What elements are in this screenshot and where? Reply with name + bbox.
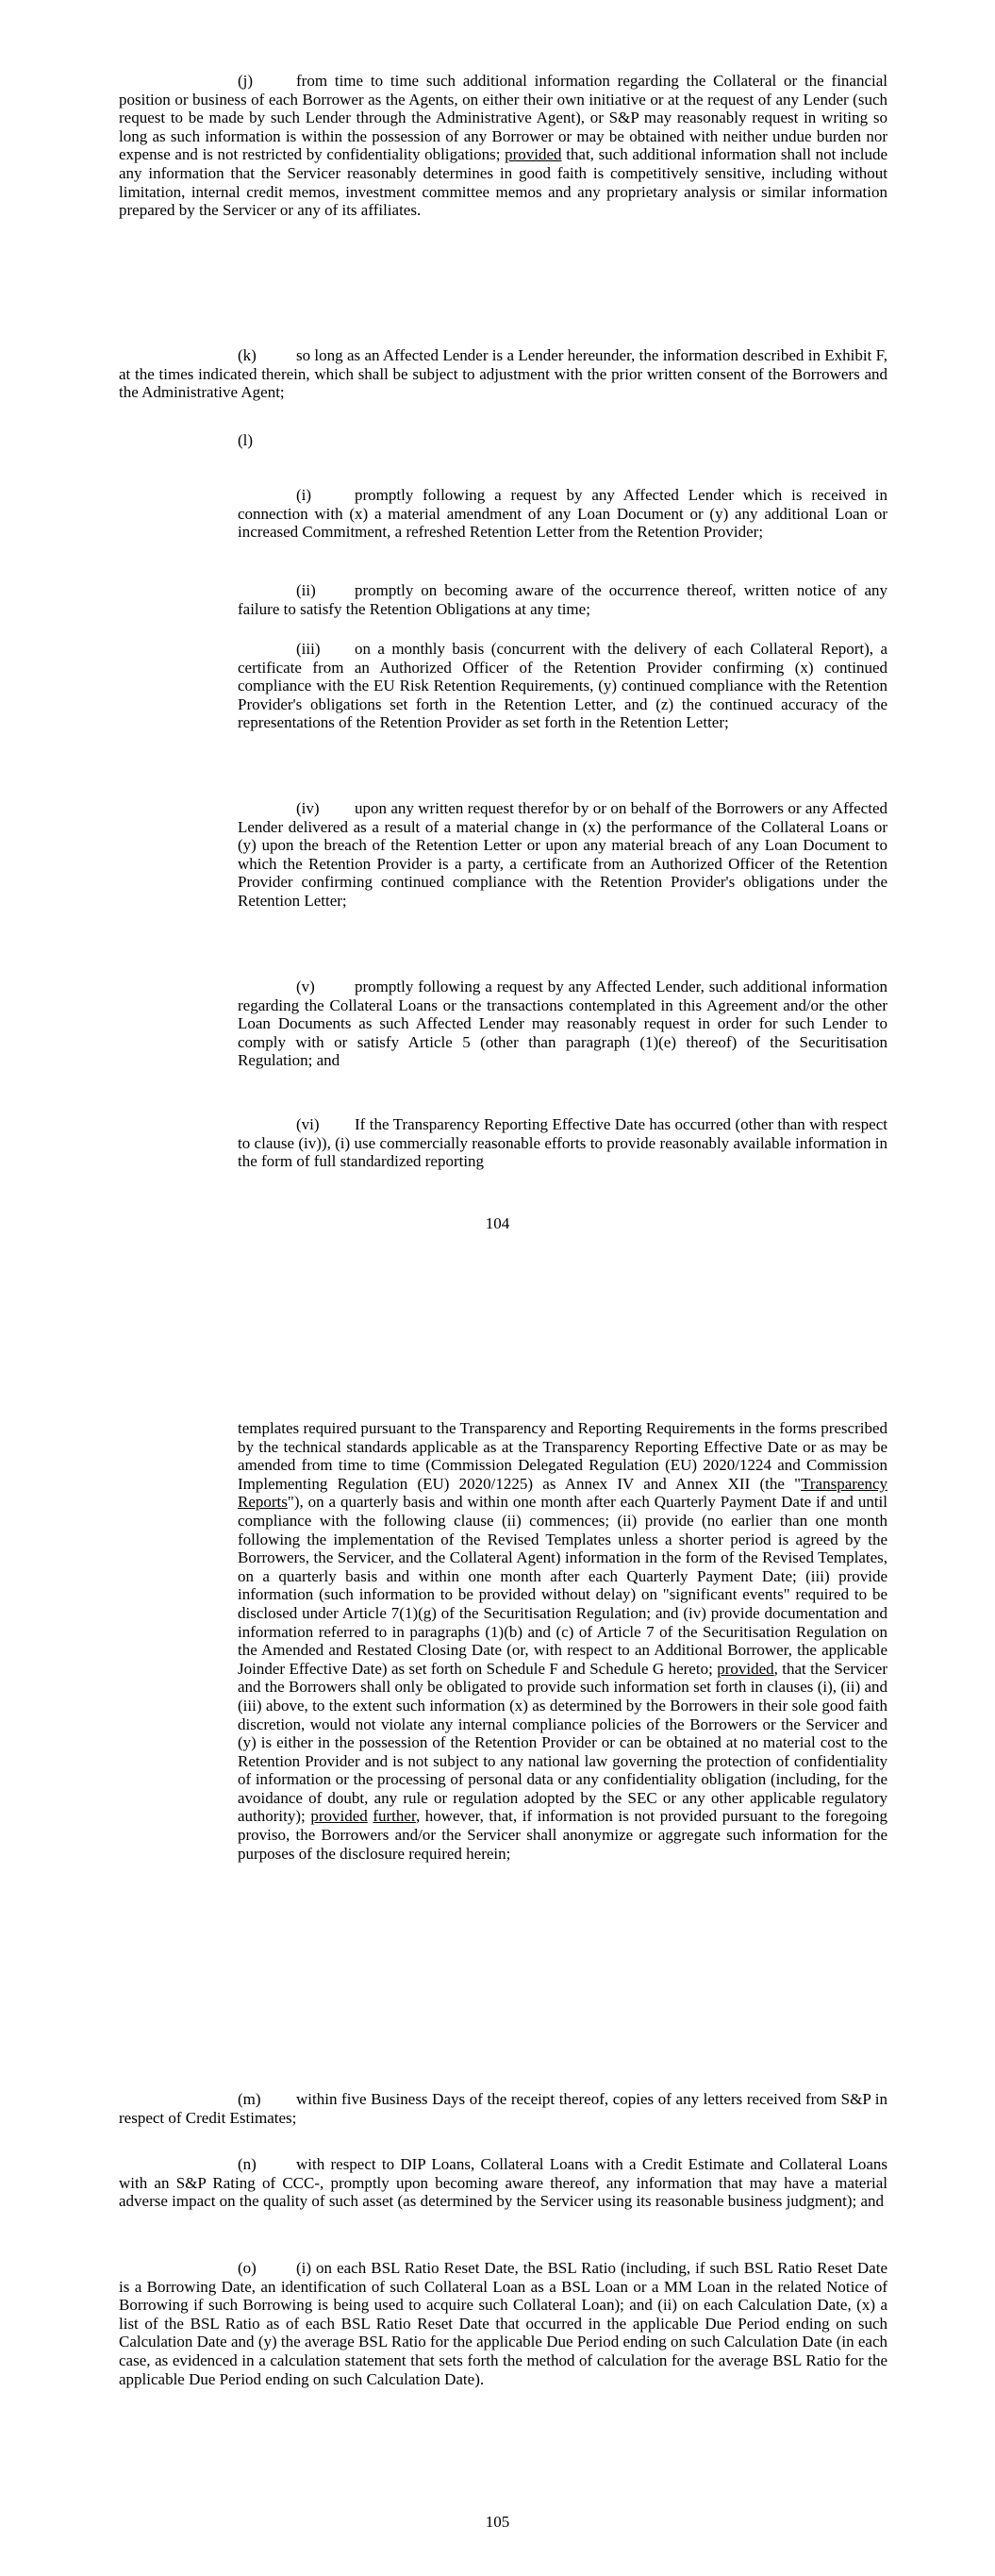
clause-l-ii-label: (ii) (296, 581, 316, 599)
clause-l-iv (238, 799, 887, 911)
clause-j-label: (j) (238, 72, 254, 90)
clause-l-iv-text: upon any written request therefor by or on behalf of the Borrowers or any Affected Lender delivered as a result of a material change in (x) the performance of the Collateral Loans or (y) upon the breach of the Retention Letter or upon any material breach of any Loan Document to which the Retention Provider is a party, a certificate from an Authorized Officer of the Retention Provider confirming continued compliance with the Retention Provider's obligations under the Retention Letter; (238, 799, 887, 910)
clause-l-iii-text: on a monthly basis (concurrent with the delivery of each Collateral Report), a certificate from an Authorized Officer of the Retention Provider confirming (x) continued compliance with the EU Risk Retention Requirements, (y) continued compliance with the Retention Provider's obligations set forth in the Retention Letter, and (z) the continued accuracy of the representations of the Retention Provider as set forth in the Retention Letter; (238, 640, 887, 732)
clause-l-v (238, 978, 887, 1070)
clause-l-ii-text: promptly on becoming aware of the occurrence thereof, written notice of any failure to satisfy the Retention Obligations at any time; (238, 581, 887, 618)
clause-o-label: (o) (238, 2259, 257, 2277)
clause-o-text: (i) on each BSL Ratio Reset Date, the BSL Ratio (including, if such BSL Ratio Reset Date is a Borrowing Date, an identification of such Collateral Loan as a BSL Loan or a MM Loan in the related Notice of Borrowing if such Borrowing is being used to acquire such Collateral Loan); and (ii) on each Calculation Date, (x) a list of the BSL Ratio as of each BSL Ratio Reset Date that occurred in the applicable Due Period ending on such Calculation Date and (y) the average BSL Ratio for the applicable Due Period ending on such Calculation Date (in each case, as evidenced in a calculation statement that sets forth the method of calculation for the average BSL Ratio for the applicable Due Period ending on such Calculation Date). (119, 2259, 887, 2388)
clause-l-vi-continued (238, 1419, 887, 1863)
clause-n-text: with respect to DIP Loans, Collateral Loans with a Credit Estimate and Collateral Loans with an S&P Rating of CCC-, promptly upon becoming aware thereof, any information that may have a material adverse impact on the quality of such asset (as determined by the Servicer using its reasonable business judgment); and (119, 2155, 887, 2211)
transparency-reports-term: Transparency Reports (238, 1474, 887, 1512)
clause-j-text: from time to time such additional information regarding the Collateral or the financial position or business of each Borrower as the Agents, on either their own initiative or at the request of any Lender (such request to be made by such Lender through the Administrative Agent), or S&P may reasonably request in writing so long as such information is within the possession of any Borrower or may be obtained with neither undue burden nor expense and is not restricted by confidentiality obligations; (119, 72, 887, 164)
clause-m (119, 2090, 887, 2127)
clause-k-text: so long as an Affected Lender is a Lender hereunder, the information described in Exhibit F, at the times indicated therein, which shall be subject to adjustment with the prior written consent of the Borrowers and the Administrative Agent; (119, 346, 887, 402)
clause-l-i (238, 486, 887, 542)
clause-cont-text-1: templates required pursuant to the Transparency and Reporting Requirements in the forms prescribed by the technical standards applicable as at the Transparency Reporting Effective Date or as may be amended from time to time (Commission Delegated Regulation (EU) 2020/1224 and Commission Implementing Regulation (EU) 2020/1225) as Annex IV and Annex XII (the " (238, 1419, 887, 1493)
clause-cont-provided: provided (717, 1659, 774, 1678)
clause-k-label: (k) (238, 346, 257, 364)
clause-l-vi-text: If the Transparency Reporting Effective Date has occurred (other than with respect to clause (iv)), (i) use commercially reasonable efforts to provide reasonably available information in the form of full standardized reporting (238, 1115, 887, 1171)
clause-n (119, 2155, 887, 2211)
clause-n-label: (n) (238, 2155, 257, 2173)
clause-l-v-label: (v) (296, 978, 315, 995)
clause-l-iv-label: (iv) (296, 799, 320, 817)
clause-l-iii-label: (iii) (296, 640, 321, 658)
clause-m-label: (m) (238, 2090, 261, 2108)
clause-cont-text-3: , that the Servicer and the Borrowers shall only be obligated to provide such information set forth in clauses (i), (ii) and (iii) above, to the extent such information (x) as determined by the Borrowers in their sole good faith discretion, would not violate any internal compliance policies of the Borrowers or the Servicer and (y) is either in the possession of the Retention Provider or can be obtained at no material cost to the Retention Provider and is not subject to any national law governing the protection of confidentiality of information or the processing of personal data or any confidentiality obligation (including, for the avoidance of doubt, any rule or regulation adopted by the SEC or any other applicable regulatory authority); (238, 1659, 887, 1826)
clause-l-iii (238, 640, 887, 732)
clause-l-v-text: promptly following a request by any Affected Lender, such additional information regarding the Collateral Loans or the transactions contemplated in this Agreement and/or the other Loan Documents as such Affected Lender may reasonably request in order for such Lender to comply with or satisfy Article 5 (other than paragraph (1)(e) thereof) of the Securitisation Regulation; and (238, 978, 887, 1070)
clause-l-vi-label: (vi) (296, 1115, 320, 1133)
clause-k (119, 346, 887, 402)
clause-l-label: (l) (238, 431, 254, 449)
clause-l (119, 431, 887, 450)
clause-j-text-2: that, such additional information shall not include any information that the Servicer reasonably determines in good faith is competitively sensitive, including without limitation, internal credit memos, investment committee memos and any proprietary analysis or similar information prepared by the Servicer or any of its affiliates. (119, 145, 888, 220)
clause-l-i-label: (i) (296, 486, 312, 504)
clause-l-vi (238, 1115, 887, 1171)
clause-j (119, 72, 887, 220)
clause-cont-provided-2: provided (310, 1807, 368, 1826)
clause-cont-further: further (373, 1807, 416, 1826)
clause-l-i-text: promptly following a request by any Affected Lender which is received in connection with (x) a material amendment of any Loan Document or (y) any additional Loan or increased Commitment, a refreshed Retention Letter from the Retention Provider; (238, 486, 887, 542)
clause-l-ii (238, 581, 887, 618)
clause-cont-text-4: , however, that, if information is not provided pursuant to the foregoing proviso, the Borrowers and/or the Servicer shall anonymize or aggregate such information for the purposes of the disclosure required herein; (238, 1807, 888, 1863)
page-number: 105 (485, 2513, 510, 2531)
page-number: 104 (485, 1214, 510, 1232)
clause-cont-text-2: "), on a quarterly basis and within one month after each Quarterly Payment Date if and until compliance with the following clause (ii) commences; (ii) provide (no earlier than one month following the implementation of the Revised Templates unless a shorter period is agreed by the Borrowers, the Servicer, and the Collateral Agent) information in the form of the Revised Templates, on a quarterly basis and within one month after each Quarterly Payment Date; (iii) provide information (such information to be provided without delay) on "significant events" required to be disclosed under Article 7(1)(g) of the Securitisation Regulation; and (iv) provide documentation and information referred to in paragraphs (1)(b) and (c) of Article 7 of the Securitisation Regulation on the Amended and Restated Closing Date (or, with respect to an Additional Borrower, the applicable Joinder Effective Date) as set forth on Schedule F and Schedule G hereto; (238, 1493, 887, 1678)
clause-j-provided: provided (505, 145, 562, 164)
clause-o (119, 2259, 887, 2388)
clause-m-text: within five Business Days of the receipt thereof, copies of any letters received from S&P in respect of Credit Estimates; (119, 2090, 887, 2127)
